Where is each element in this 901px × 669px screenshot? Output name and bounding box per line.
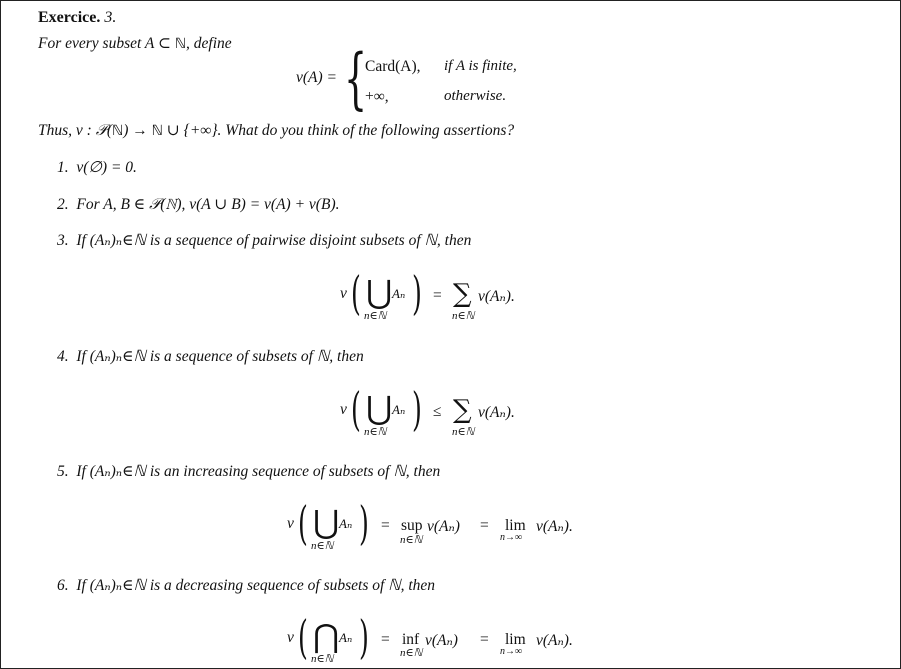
left-paren: ( xyxy=(351,382,361,436)
nu-symbol: ν xyxy=(340,285,347,302)
assertion-text: For A, B ∈ 𝒫(ℕ), ν(A ∪ B) = ν(A) + ν(B). xyxy=(76,196,340,213)
case1-value: Card(A), xyxy=(365,58,421,75)
nu-an: ν(Aₙ). xyxy=(536,632,573,649)
nu-an: ν(Aₙ) xyxy=(427,518,460,535)
union-index: n∈ℕ xyxy=(311,540,334,552)
big-sum: ∑ xyxy=(453,395,472,425)
lim-operator: lim xyxy=(505,631,526,648)
thus-middle: ) → xyxy=(123,122,152,139)
big-union: ⋃ xyxy=(313,503,340,541)
case1-condition: if A is finite, xyxy=(444,58,517,74)
equals-sign: = xyxy=(433,287,442,304)
right-paren: ) xyxy=(412,382,422,436)
naturals-symbol: ℕ xyxy=(151,123,163,139)
big-intersection: ⋂ xyxy=(313,617,340,655)
right-paren: ) xyxy=(359,496,369,550)
assertion-text: If (Aₙ)ₙ∈ℕ is a sequence of pairwise disjoint subsets of ℕ, then xyxy=(76,232,472,249)
nu-symbol: ν xyxy=(287,629,294,646)
exercise-label: Exercice. xyxy=(38,9,101,26)
nu-symbol: ν xyxy=(287,515,294,532)
a-n: Aₙ xyxy=(339,630,353,645)
nu-an: ν(Aₙ). xyxy=(478,288,515,305)
equals-sign: = xyxy=(480,631,489,648)
assertion-3 xyxy=(57,231,471,250)
equals-sign: = xyxy=(381,517,390,534)
left-paren: ( xyxy=(298,610,308,664)
assertion-text: If (Aₙ)ₙ∈ℕ is an increasing sequence of subsets of ℕ, then xyxy=(76,463,441,480)
union-index: n∈ℕ xyxy=(364,426,387,438)
assertion-number: 4. xyxy=(57,348,69,365)
nu-an: ν(Aₙ) xyxy=(425,632,458,649)
exercise-title xyxy=(38,9,116,27)
thus-line xyxy=(38,121,514,140)
a-n: Aₙ xyxy=(339,516,353,531)
definition-lhs: ν(A) = xyxy=(296,69,338,86)
assertion-number: 1. xyxy=(57,159,69,176)
intro-suffix: , define xyxy=(186,35,232,52)
lim-index: n→∞ xyxy=(500,646,523,657)
left-paren: ( xyxy=(351,266,361,320)
assertion-2 xyxy=(57,195,339,214)
sum-index: n∈ℕ xyxy=(452,310,475,322)
big-sum: ∑ xyxy=(453,279,472,309)
case2-value: +∞, xyxy=(365,88,389,105)
assertion-number: 6. xyxy=(57,577,69,594)
big-union: ⋃ xyxy=(366,273,393,311)
assertion-text: ν(∅) = 0. xyxy=(76,159,137,176)
union-index: n∈ℕ xyxy=(364,310,387,322)
equals-sign: = xyxy=(480,517,489,534)
big-union: ⋃ xyxy=(366,389,393,427)
nu-symbol: ν xyxy=(340,401,347,418)
thus-prefix: Thus, ν : 𝒫( xyxy=(38,122,113,139)
nu-an: ν(Aₙ). xyxy=(536,518,573,535)
thus-suffix: ∪ {+∞}. What do you think of the following assertions? xyxy=(162,122,515,139)
intro-prefix: For every subset A ⊂ xyxy=(38,35,175,52)
a-n: Aₙ xyxy=(392,286,406,301)
intersection-index: n∈ℕ xyxy=(311,653,334,665)
leq-sign: ≤ xyxy=(433,403,442,420)
a-n: Aₙ xyxy=(392,402,406,417)
equals-sign: = xyxy=(381,631,390,648)
assertion-5 xyxy=(57,462,440,481)
assertion-number: 5. xyxy=(57,463,69,480)
assertion-number: 3. xyxy=(57,232,69,249)
lim-operator: lim xyxy=(505,517,526,534)
inf-operator: inf xyxy=(402,631,420,648)
left-paren: ( xyxy=(298,496,308,550)
assertion-4 xyxy=(57,347,364,366)
intro-line xyxy=(38,34,232,53)
exercise-number: 3. xyxy=(104,9,117,26)
assertion-number: 2. xyxy=(57,196,69,213)
assertion-text: If (Aₙ)ₙ∈ℕ is a sequence of subsets of ℕ, then xyxy=(76,348,364,365)
assertion-1 xyxy=(57,158,137,177)
naturals-symbol: ℕ xyxy=(174,36,187,52)
left-brace: { xyxy=(344,40,368,117)
lim-index: n→∞ xyxy=(500,532,523,543)
assertion-text: If (Aₙ)ₙ∈ℕ is a decreasing sequence of subsets of ℕ, then xyxy=(76,577,436,594)
nu-an: ν(Aₙ). xyxy=(478,404,515,421)
sum-index: n∈ℕ xyxy=(452,426,475,438)
inf-index: n∈ℕ xyxy=(400,647,423,659)
right-paren: ) xyxy=(359,610,369,664)
sup-index: n∈ℕ xyxy=(400,534,423,546)
right-paren: ) xyxy=(412,266,422,320)
naturals-symbol: ℕ xyxy=(112,123,124,139)
assertion-6 xyxy=(57,576,435,595)
case2-condition: otherwise. xyxy=(444,88,507,104)
sup-operator: sup xyxy=(401,517,423,534)
